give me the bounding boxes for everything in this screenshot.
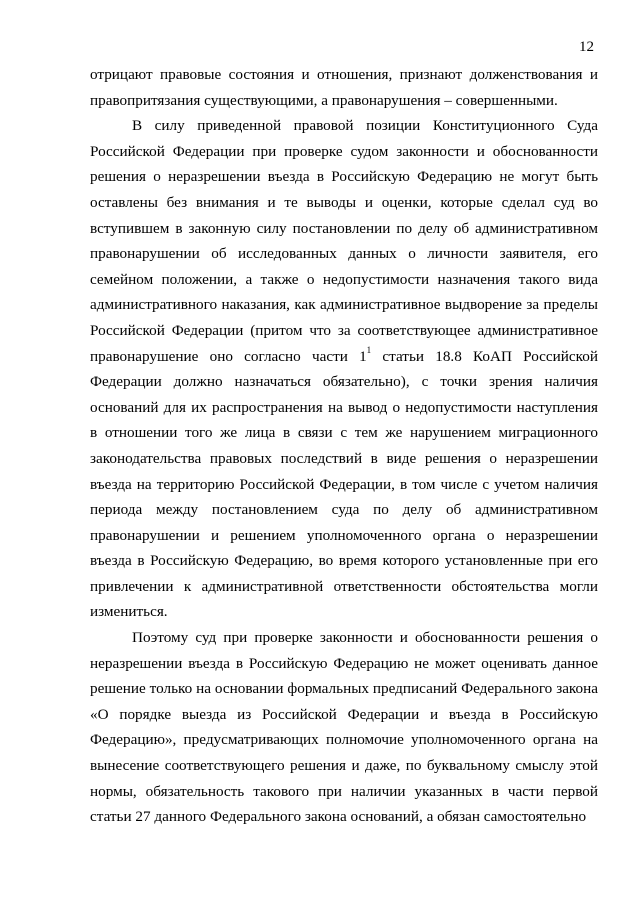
page-number: 12 (579, 39, 594, 55)
paragraph-1: отрицают правовые состояния и отношения, признают долженствования и правопритязания существующими, а правонарушения – совершенными. (90, 66, 598, 109)
superscript-part-number: 1 (366, 345, 372, 356)
paragraph-3: Поэтому суд при проверке законности и обоснованности решения о неразрешении въезда в Российскую Федерацию не может оценивать данное решение только на основании формальных предписаний Федерального закона «О порядке выезда из Российской Федерации и въезда в Российскую Федерацию», предусматривающих полномочие уполномоченного органа на вынесение соответствующего решения и даже, по буквальному смыслу этой нормы, обязательность такового при наличии указанных в части первой статьи 27 данного Федерального закона оснований, а обязан самостоятельно (90, 629, 598, 826)
paragraph-2-text-before: В силу приведенной правовой позиции Конституционного Суда Российской Федерации при проверке судом законности и обоснованности решения о неразрешении въезда в Российскую Федерацию не могут быть оставлены без внимания и те выводы и оценки, которые сделал суд во вступившем в законную силу постановлении по делу об административном правонарушении об исследованных данных о личности заявителя, его семейном положении, а также о недопустимости назначения такого вида административного наказания, как административное выдворение за пределы Российской Федерации (притом что за соответствующее административное правонарушение оно согласно части 1 (90, 117, 598, 365)
document-body (90, 62, 598, 830)
paragraph-2-text-after: статьи 18.8 КоАП Российской Федерации должно назначаться обязательно), с точки зрения наличия оснований для их распространения на вывод о недопустимости наступления в отношении того же лица в связи с тем же нарушением миграционного законодательства правовых последствий в виде решения о неразрешении въезда на территорию Российской Федерации, в том числе с учетом наличия периода между постановлением суда по делу об административном правонарушении и решением уполномоченного органа о неразрешении въезда в Российскую Федерацию, во время которого установленные при его привлечении к административной ответственности обстоятельства могли измениться. (90, 347, 598, 621)
paragraph-2 (90, 113, 598, 625)
